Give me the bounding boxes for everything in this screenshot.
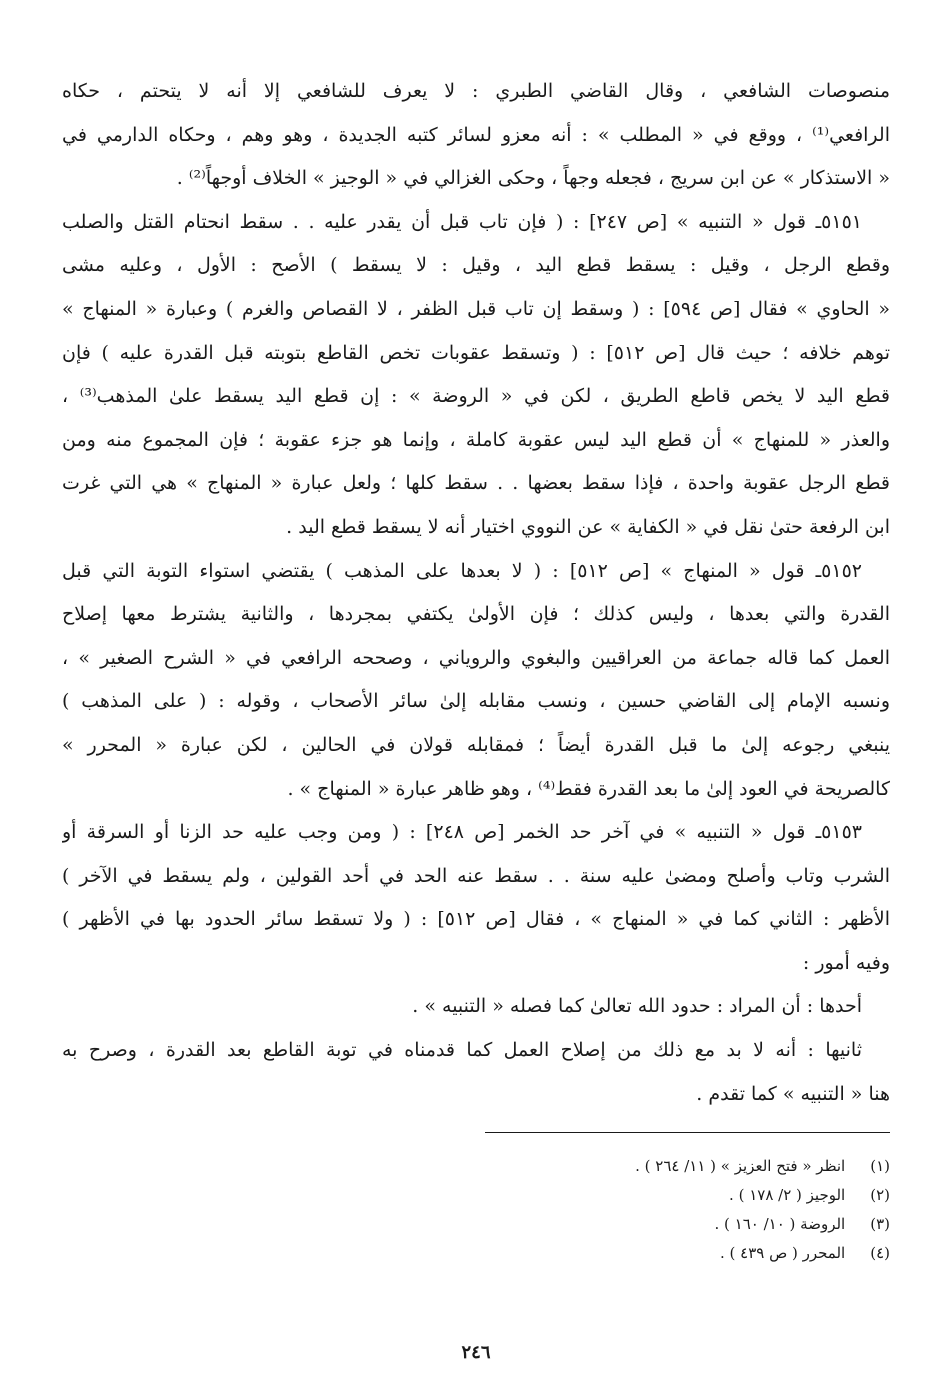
paragraph-5152-start: ٥١٥٢ـ قول « المنهاج » [ص ٥١٢] : ( لا بعدها على المذهب ) يقتضي استواء التوبة التي قبل bbox=[62, 559, 862, 582]
text-line: القدرة والتي بعدها ، وليس كذلك ؛ فإن الأولىٰ يكتفي بمجردها ، والثانية يشترط معها إصلاح bbox=[62, 603, 890, 626]
footnote-text: الروضة ( ١٠/ ١٦٠ ) . bbox=[714, 1215, 846, 1233]
text-line: كالصريحة في العود إلىٰ ما بعد القدرة فقط⁽⁴⁾ ، وهو ظاهر عبارة « المنهاج » . bbox=[287, 777, 890, 800]
page bbox=[62, 70, 890, 1363]
text-line: « الاستذكار » عن ابن سريج ، فجعله وجهاً ، وحكى الغزالي في « الوجيز » الخلاف أوجهاً⁽²⁾ . bbox=[176, 167, 890, 190]
text-line: قطع الرجل عقوبة واحدة ، فإذا سقط بعضها . . سقط كلها ؛ ولعل عبارة « المنهاج » هي التي غرت bbox=[62, 472, 890, 495]
footnote-text: المحرر ( ص ٤٣٩ ) . bbox=[719, 1244, 846, 1262]
footnote-text: انظر « فتح العزيز » ( ١١/ ٢٦٤ ) . bbox=[635, 1157, 846, 1175]
text-line: الأظهر : الثاني كما في « المنهاج » ، فقال [ص ٥١٢] : ( ولا تسقط سائر الحدود بها في الأظهر ) bbox=[62, 908, 890, 931]
text-line: « الحاوي » فقال [ص ٥٩٤] : ( وسقط إن تاب قبل الظفر ، لا القصاص والغرم ) وعبارة « المنهاج » bbox=[62, 297, 890, 320]
footnote-item bbox=[62, 1181, 890, 1210]
footnote-text: الوجيز ( ٢/ ١٧٨ ) . bbox=[729, 1186, 846, 1204]
text-line: العمل كما قاله جماعة من العراقيين والبغوي والروياني ، وصححه الرافعي في « الشرح الصغير » ، bbox=[62, 646, 890, 669]
footnotes bbox=[62, 1152, 890, 1268]
point-one: أحدها : أن المراد : حدود الله تعالىٰ كما فصله « التنبيه » . bbox=[412, 995, 862, 1018]
text-line: ونسبه الإمام إلى القاضي حسين ، ونسب مقابله إلىٰ سائر الأصحاب ، وقوله : ( على المذهب ) bbox=[62, 690, 890, 713]
page-number: ٢٤٦ bbox=[461, 1342, 491, 1363]
footnote-number: (٢) bbox=[870, 1186, 890, 1204]
text-line: الرافعي⁽¹⁾ ، ووقع في « المطلب » : أنه معزو لسائر كتبه الجديدة ، وهو وهم ، وحكاه الدارمي في bbox=[62, 123, 890, 146]
footnote-item bbox=[62, 1152, 890, 1181]
point-two: ثانيها : أنه لا بد مع ذلك من إصلاح العمل كما قدمناه في توبة القاطع بعد القدرة ، وصرح به bbox=[62, 1039, 862, 1062]
text-line: قطع اليد لا يخص قاطع الطريق ، لكن في « الروضة » : إن قطع اليد يسقط علىٰ المذهب⁽³⁾ ، bbox=[62, 385, 890, 408]
text-line: والعذر « للمنهاج » أن قطع اليد ليس عقوبة كاملة ، وإنما هو جزء عقوبة ؛ فإن المجموع منه ومن bbox=[62, 428, 890, 451]
text-line: وقطع الرجل ، وقيل : يسقط قطع اليد ، وقيل : لا يسقط ) الأصح : الأول ، وعليه مشى bbox=[62, 254, 890, 277]
text-line: وفيه أمور : bbox=[802, 951, 890, 974]
paragraph-5153-start: ٥١٥٣ـ قول « التنبيه » في آخر حد الخمر [ص ٢٤٨] : ( ومن وجب عليه حد الزنا أو السرقة أو bbox=[62, 821, 862, 844]
text-line: ينبغي رجوعه إلىٰ ما قبل القدرة أيضاً ؛ فمقابله قولان في الحالين ، لكن عبارة « المحرر » bbox=[62, 733, 890, 756]
footnote-number: (٤) bbox=[870, 1244, 890, 1262]
text-line: توهم خلافه ؛ حيث قال [ص ٥١٢] : ( وتسقط عقوبات تخص القاطع بتوبته قبل القدرة عليه ) فإن bbox=[62, 341, 890, 364]
main-text bbox=[62, 70, 890, 1116]
footnote-item bbox=[62, 1239, 890, 1268]
text-line: هنا « التنبيه » كما تقدم . bbox=[696, 1082, 890, 1105]
footnote-number: (٣) bbox=[870, 1215, 890, 1233]
text-line: منصوصات الشافعي ، وقال القاضي الطبري : لا يعرف للشافعي إلا أنه لا يتحتم ، حكاه bbox=[62, 80, 890, 102]
paragraph-5151-start: ٥١٥١ـ قول « التنبيه » [ص ٢٤٧] : ( فإن تاب قبل أن يقدر عليه . . سقط انحتام القتل والصلب bbox=[62, 210, 862, 233]
text-line: الشرب وتاب وأصلح ومضىٰ عليه سنة . . سقط عنه الحد في أحد القولين ، ولم يسقط في الآخر ) bbox=[62, 864, 890, 887]
footnote-separator bbox=[485, 1132, 890, 1133]
footnote-number: (١) bbox=[870, 1157, 890, 1175]
text-line: ابن الرفعة حتىٰ نقل في « الكفاية » عن النووي اختيار أنه لا يسقط قطع اليد . bbox=[286, 515, 890, 538]
footnote-item bbox=[62, 1210, 890, 1239]
